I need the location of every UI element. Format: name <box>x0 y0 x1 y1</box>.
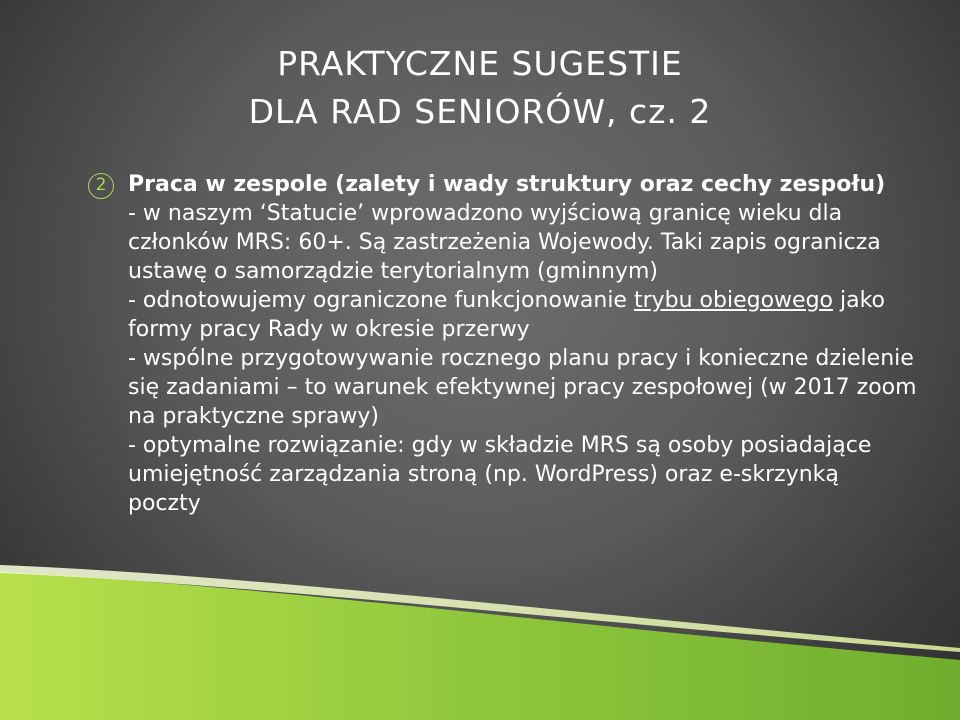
yellow-swoosh-shape <box>0 600 500 720</box>
title-line-1: PRAKTYCZNE SUGESTIE <box>277 44 683 83</box>
paragraph-circulation-mode-tail: jako formy pracy Rady w okresie przerwy <box>128 288 886 342</box>
green-swoosh-shape <box>0 572 960 720</box>
paragraph-annual-plan: - wspólne przygotowywanie rocznego planu pracy i konieczne dzielenie się zadaniami – to warunek efektywnej pracy zespołowej (w 2017 zoom na praktyczne sprawy) <box>128 346 917 429</box>
circled-number-icon: 2 <box>88 173 114 199</box>
light-stripe-shape <box>0 565 960 652</box>
paragraph-optimal-solution: - optymalne rozwiązanie: gdy w składzie MRS są osoby posiadające umiejętność zarządzania stroną (np. WordPress) oraz e-skrzynką poczty <box>128 433 872 516</box>
bullet-text <box>128 170 918 518</box>
paragraph-circulation-mode <box>128 286 918 344</box>
circulation-mode-term: trybu obiegowego <box>633 288 834 313</box>
slide-title <box>0 40 960 136</box>
paragraph-statute: - w naszym ‘Statucie’ wprowadzono wyjściową granicę wieku dla członków MRS: 60+. Są zastrzeżenia Wojewody. Taki zapis ogranicza ustawę o samorządzie terytorialnym (gminnym) <box>128 201 881 284</box>
bullet-heading: Praca w zespole (zalety i wady struktury oraz cechy zespołu) <box>128 172 886 197</box>
title-line-2: DLA RAD SENIORÓW, cz. 2 <box>248 92 712 131</box>
bullet-item <box>88 170 918 518</box>
paragraph-circulation-mode-lead: - odnotowujemy ograniczone funkcjonowanie <box>128 288 634 313</box>
